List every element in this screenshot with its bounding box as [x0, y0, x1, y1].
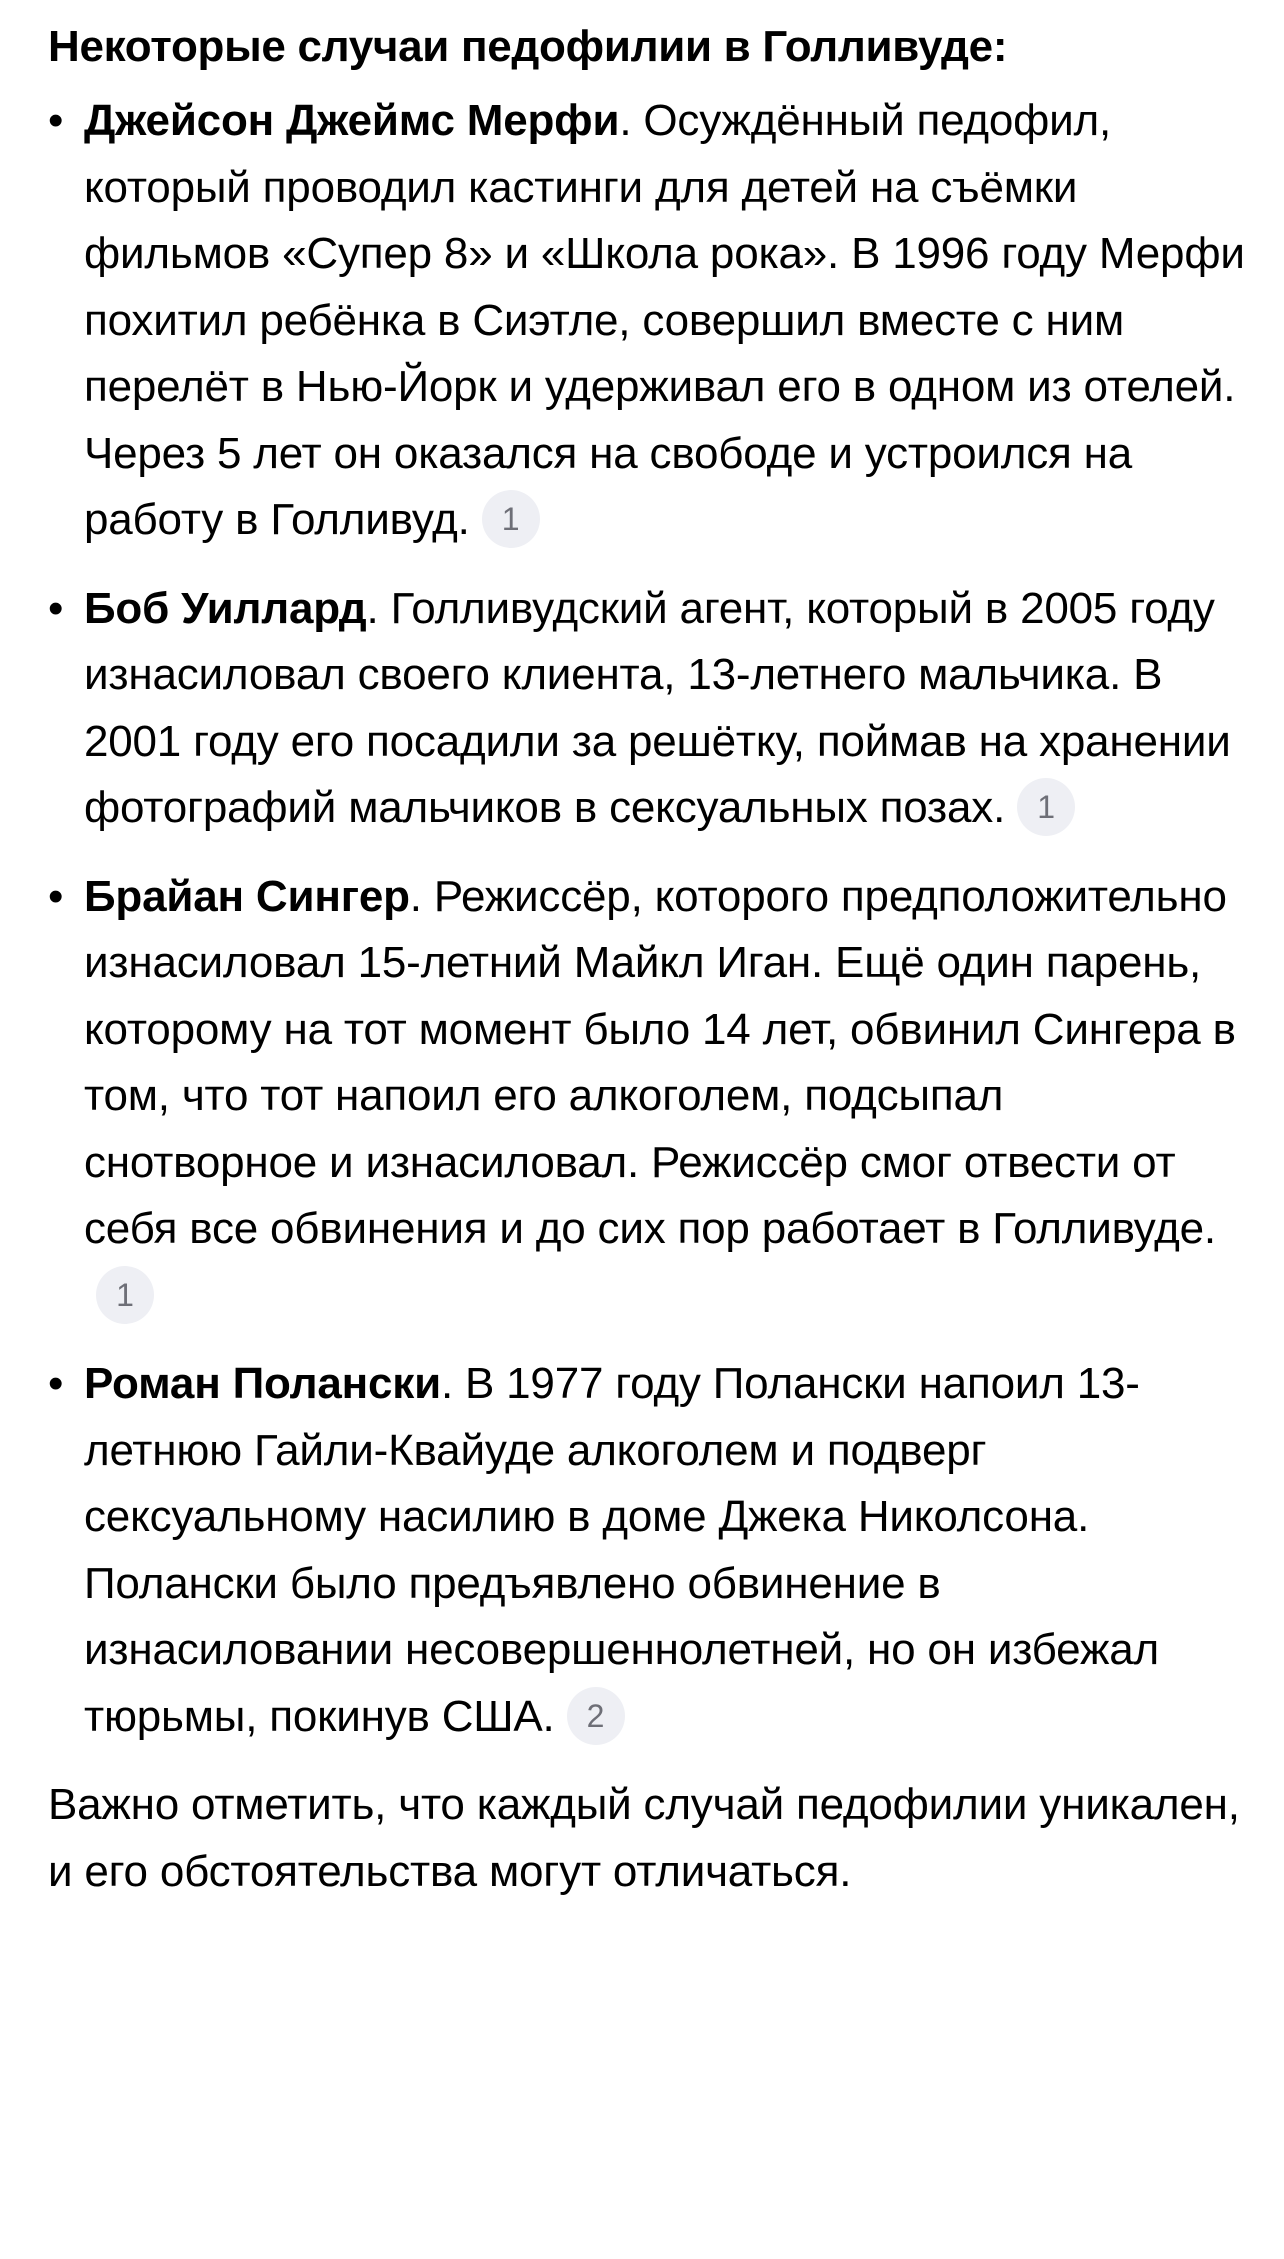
list-item [48, 864, 1248, 1330]
case-name: Брайан Сингер [84, 871, 410, 921]
case-name: Боб Уиллард [84, 583, 367, 633]
list-heading: Некоторые случаи педофилии в Голливуде: [48, 22, 1008, 71]
bullet-icon: • [48, 583, 64, 633]
case-text: . В 1977 году Полански напоил 13-летнюю Гайли-Квайуде алкоголем и подверг сексуальному насилию в доме Джека Николсона. Полански было предъявлено обвинение в изнасиловании несовершеннолетней, но он избежал тюрьмы, покинув США. [84, 1359, 1159, 1741]
citation-badge[interactable]: 1 [1017, 778, 1075, 836]
case-name: Джейсон Джеймс Мерфи [84, 96, 620, 145]
citation-badge[interactable]: 1 [482, 490, 540, 548]
case-text: . Осуждённый педофил, который проводил кастинги для детей на съёмки фильмов «Супер 8» и «Школа рока». В 1996 году Мерфи похитил ребёнка в Сиэтле, совершил вместе с ним перелёт в Нью-Йорк и удерживал его в одном из отелей. Через 5 лет он оказался на свободе и устроился на работу в Голливуд. [84, 96, 1245, 544]
closing-paragraph: Важно отметить, что каждый случай педофилии уникален, и его обстоятельства могут отличаться. [48, 1780, 1240, 1896]
case-name: Роман Полански [84, 1359, 441, 1408]
citation-badge[interactable]: 1 [96, 1266, 154, 1324]
bullet-icon: • [48, 871, 64, 921]
cases-list [48, 88, 1248, 1750]
bullet-icon: • [48, 1359, 64, 1408]
case-text: . Голливудский агент, который в 2005 году изнасиловал своего клиента, 13-летнего мальчика. В 2001 году его посадили за решётку, поймав на хранении фотографий мальчиков в сексуальных позах. [84, 583, 1231, 832]
bullet-icon: • [48, 96, 64, 145]
citation-badge[interactable]: 2 [567, 1687, 625, 1745]
list-item [48, 576, 1248, 842]
list-item [48, 1351, 1248, 1750]
list-item [48, 88, 1248, 554]
case-text: . Режиссёр, которого предположительно изнасиловал 15-летний Майкл Иган. Ещё один парень, которому на тот момент было 14 лет, обвинил Сингера в том, что тот напоил его алкоголем, подсыпал снотворное и изнасиловал. Режиссёр смог отвести от себя все обвинения и до сих пор работает в Голливуде. [84, 871, 1236, 1253]
